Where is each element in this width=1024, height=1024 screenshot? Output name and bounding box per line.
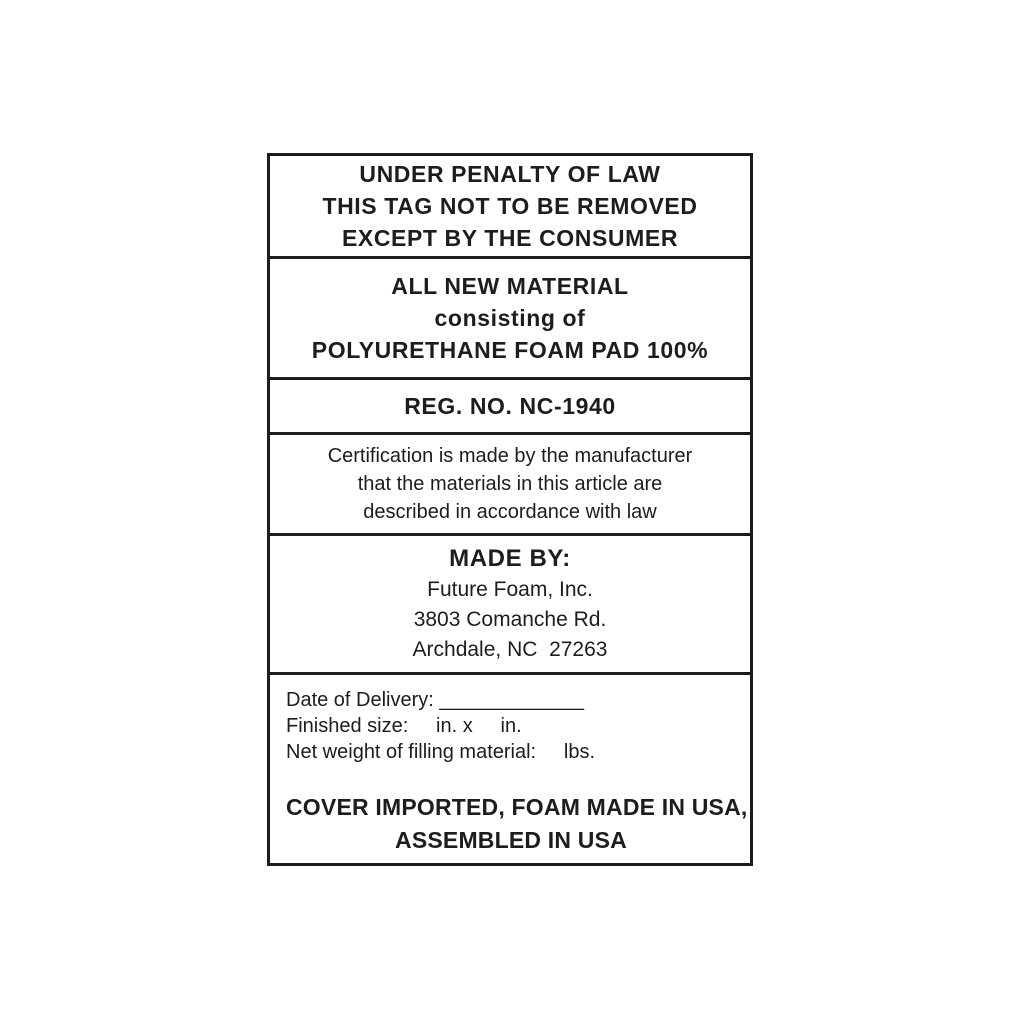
certification-line: Certification is made by the manufacturer — [327, 445, 693, 467]
certification-line: described in accordance with law — [363, 501, 657, 523]
penalty-section — [270, 156, 750, 259]
made-by-section — [270, 536, 750, 675]
certification-section — [270, 435, 750, 536]
date-of-delivery-field: Date of Delivery: _____________ — [286, 689, 584, 711]
penalty-line: EXCEPT BY THE CONSUMER — [341, 225, 679, 251]
material-section — [270, 259, 750, 380]
manufacturer-city-state-zip: Archdale, NC 27263 — [412, 638, 608, 661]
law-tag-label — [267, 153, 753, 866]
registration-number-section — [270, 380, 750, 435]
manufacturer-name: Future Foam, Inc. — [427, 578, 593, 601]
manufacturer-street: 3803 Comanche Rd. — [413, 608, 607, 631]
material-line: consisting of — [434, 305, 586, 331]
penalty-line: THIS TAG NOT TO BE REMOVED — [322, 193, 698, 219]
penalty-line: UNDER PENALTY OF LAW — [359, 161, 661, 187]
made-by-heading: MADE BY: — [449, 545, 571, 572]
net-weight-field: Net weight of filling material: lbs. — [286, 741, 596, 763]
origin-line: COVER IMPORTED, FOAM MADE IN USA, — [286, 794, 748, 820]
registration-number: REG. NO. NC-1940 — [404, 393, 616, 419]
finished-size-field: Finished size: in. x in. — [286, 715, 522, 737]
material-line: POLYURETHANE FOAM PAD 100% — [311, 337, 709, 363]
origin-statement — [286, 791, 748, 857]
material-line: ALL NEW MATERIAL — [391, 273, 629, 299]
certification-line: that the materials in this article are — [357, 473, 663, 495]
origin-line: ASSEMBLED IN USA — [395, 827, 627, 853]
details-section — [270, 675, 750, 863]
